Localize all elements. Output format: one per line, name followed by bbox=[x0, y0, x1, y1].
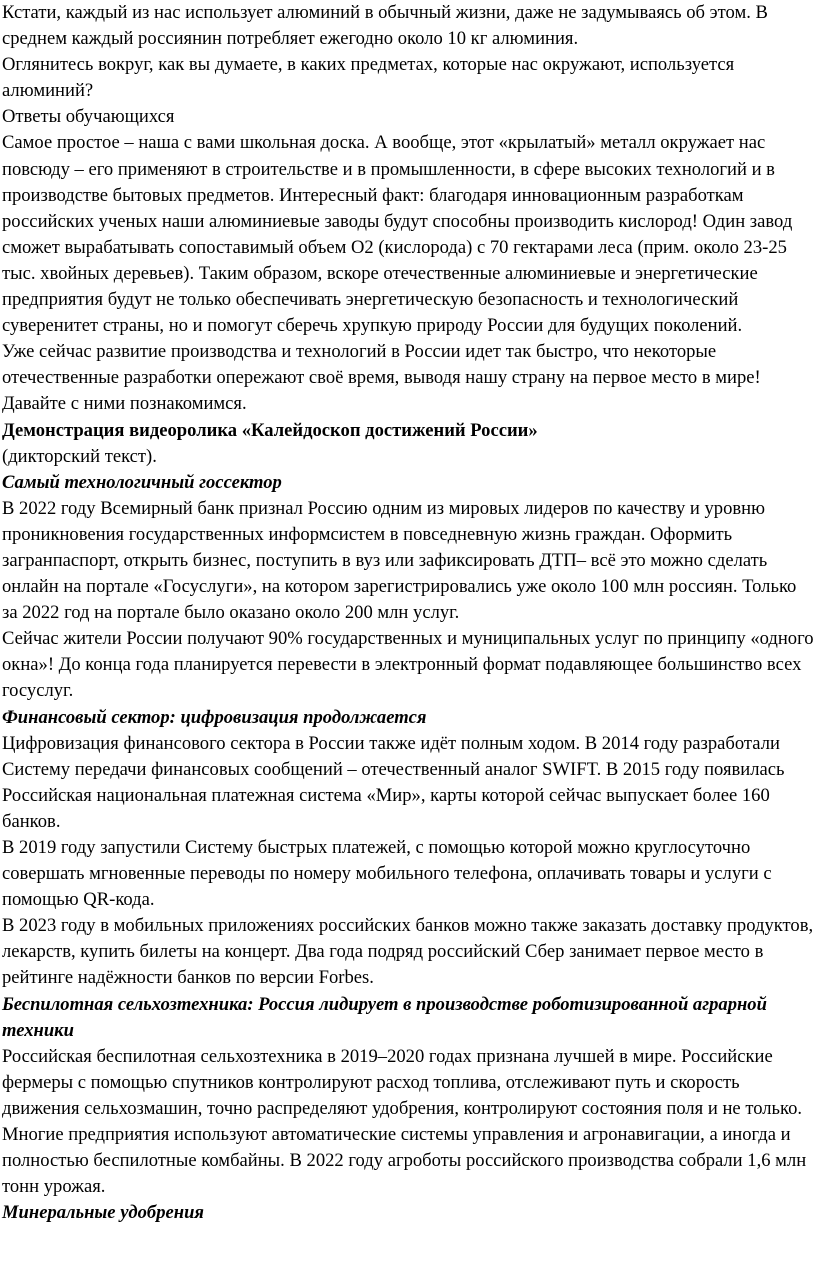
paragraph-aluminum-facts: Самое простое – наша с вами школьная доска. А вообще, этот «крылатый» металл окружает нас повсюду – его применяют в строительстве и в промышленности, в сфере высоких технологий и в производстве бытовых предметов. Интересный факт: благодаря инновационным разработкам российских ученых наши алюминиевые заводы будут способны производить кислород! Один завод сможет вырабатывать сопоставимый объем O2 (кислорода) с 70 гектарами леса (прим. около 23-25 тыс. хвойных деревьев). Таким образом, вскоре отечественные алюминиевые и энергетические предприятия будут не только обеспечивать энергетическую безопасность и технологический суверенитет страны, но и помогут сберечь хрупкую природу России для будущих поколений. bbox=[2, 132, 793, 337]
paragraph-tech-development: Уже сейчас развитие производства и технологий в России идет так быстро, что некоторые отечественные разработки опережают своё время, выводя нашу страну на первое место в мире! Давайте с ними познакомимся. bbox=[2, 341, 761, 415]
heading-finance-sector: Финансовый сектор: цифровизация продолжается bbox=[2, 706, 427, 728]
heading-fertilizers: Минеральные удобрения bbox=[2, 1202, 204, 1224]
paragraph-question: Оглянитесь вокруг, как вы думаете, в каких предметах, которые нас окружают, используется алюминий? bbox=[2, 54, 735, 102]
paragraph-narrator-note: (дикторский текст). bbox=[2, 445, 157, 467]
heading-video-demo: Демонстрация видеоролика «Калейдоскоп достижений России» bbox=[2, 419, 538, 441]
paragraph-aluminum-intro: Кстати, каждый из нас использует алюминий в обычный жизни, даже не задумываясь об этом. В среднем каждый россиянин потребляет ежегодно около 10 кг алюминия. bbox=[2, 2, 768, 50]
paragraph-finance-digitalization: Цифровизация финансового сектора в России также идёт полным ходом. В 2014 году разработали Систему передачи финансовых сообщений – отечественный аналог SWIFT. В 2015 году появилась Российская национальная платежная система «Мир», карты которой сейчас выпускает более 160 банков. bbox=[2, 732, 785, 832]
heading-agro-tech: Беспилотная сельхозтехника: Россия лидирует в производстве роботизированной аграрной техники bbox=[2, 993, 767, 1041]
paragraph-gosuslugi: В 2022 году Всемирный банк признал Россию одним из мировых лидеров по качеству и уровню проникновения государственных информсистем в повседневную жизнь граждан. Оформить загранпаспорт, открыть бизнес, поступить в вуз или зафиксировать ДТП– всё это можно сделать онлайн на портале «Госуслуги», на котором зарегистрировались уже около 100 млн россиян. Только за 2022 год на портале было оказано около 200 млн услуг. bbox=[2, 497, 797, 624]
paragraph-agro-tech: Российская беспилотная сельхозтехника в 2019–2020 годах признана лучшей в мире. Российские фермеры с помощью спутников контролируют расход топлива, отслеживают путь и скорость движения сельхозмашин, точно распределяют удобрения, контролируют состояния поля и не только. Многие предприятия используют автоматические системы управления и агронавигации, а иногда и полностью беспилотные комбайны. В 2022 году агроботы российского производства собрали 1,6 млн тонн урожая. bbox=[2, 1045, 807, 1198]
paragraph-student-answers: Ответы обучающихся bbox=[2, 106, 175, 128]
heading-gov-sector: Самый технологичный госсектор bbox=[2, 471, 282, 493]
paragraph-one-window: Сейчас жители России получают 90% государственных и муниципальных услуг по принципу «одного окна»! До конца года планируется перевести в электронный формат подавляющее большинство всех госуслуг. bbox=[2, 628, 814, 702]
paragraph-fast-payments: В 2019 году запустили Систему быстрых платежей, с помощью которой можно круглосуточно совершать мгновенные переводы по номеру мобильного телефона, оплачивать товары и услуги с помощью QR-кода. bbox=[2, 837, 772, 911]
paragraph-bank-apps: В 2023 году в мобильных приложениях российских банков можно также заказать доставку продуктов, лекарств, купить билеты на концерт. Два года подряд российский Сбер занимает первое место в рейтинге надёжности банков по версии Forbes. bbox=[2, 915, 814, 989]
